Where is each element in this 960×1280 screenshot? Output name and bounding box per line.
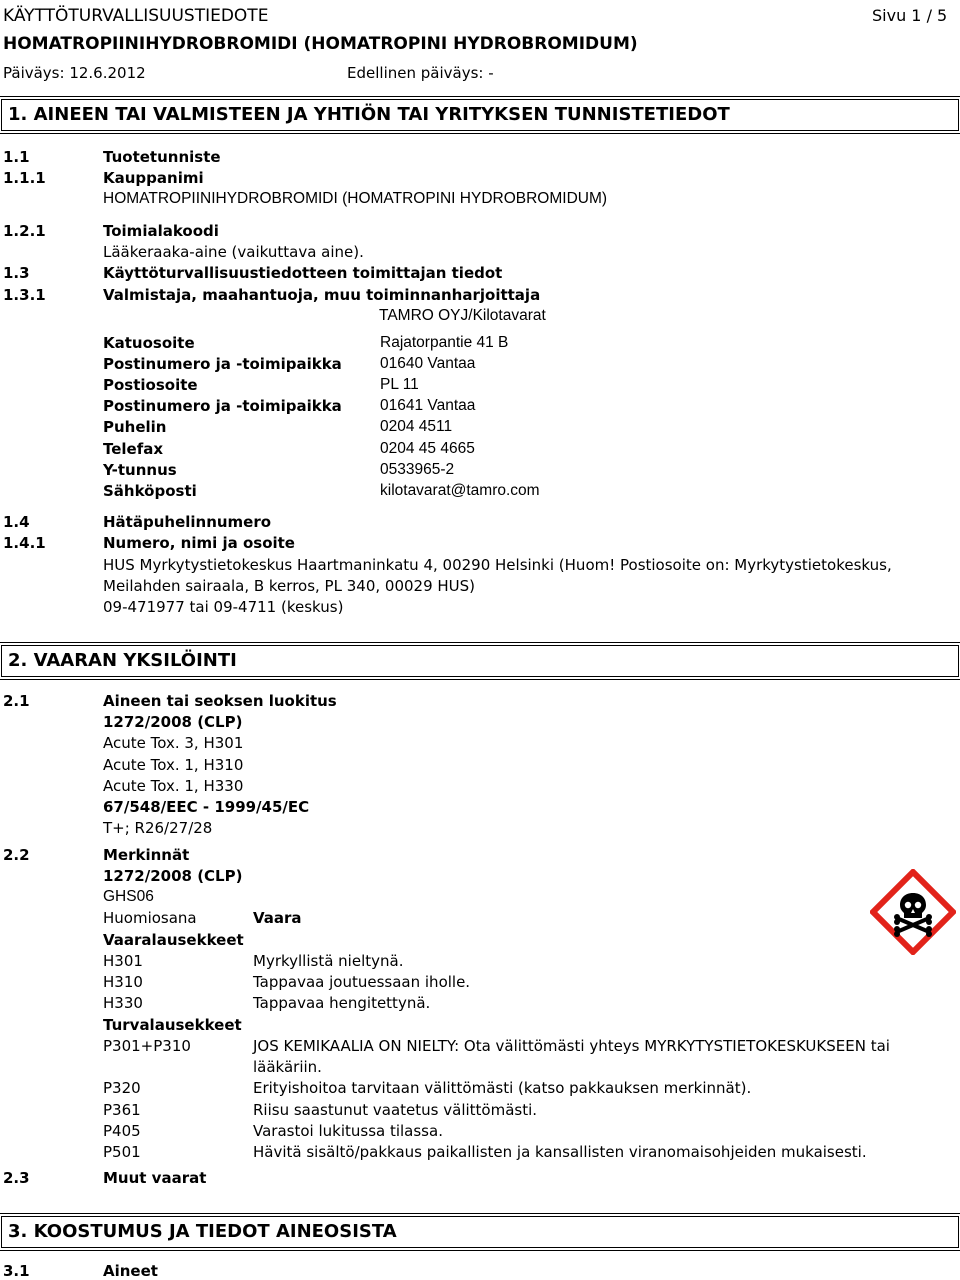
num-1-4-1: 1.4.1	[3, 534, 46, 552]
contact-label: Postinumero ja -toimipaikka	[103, 355, 342, 373]
label-labelling: Merkinnät	[103, 846, 190, 864]
hazard-statements-title: Vaaralausekkeet	[103, 931, 244, 949]
contact-label: Katuosoite	[103, 334, 195, 352]
contact-label: Sähköposti	[103, 482, 197, 500]
h-code: H310	[103, 973, 143, 991]
contact-label: Postiosoite	[103, 376, 198, 394]
eec-classification: T+; R26/27/28	[103, 819, 213, 837]
h-code: H301	[103, 952, 143, 970]
h-text: Tappavaa joutuessaan iholle.	[253, 973, 471, 991]
contact-label: Y-tunnus	[103, 461, 177, 479]
p-text-continued: lääkäriin.	[253, 1058, 322, 1076]
num-2-2: 2.2	[3, 846, 30, 864]
num-1-4: 1.4	[3, 513, 30, 531]
company-name: TAMRO OYJ/Kilotavarat	[379, 307, 546, 324]
contact-value: Rajatorpantie 41 B	[380, 334, 509, 351]
hazard-class: Acute Tox. 1, H330	[103, 777, 244, 795]
skull-and-crossbones-icon	[870, 869, 956, 955]
contact-label: Puhelin	[103, 418, 167, 436]
p-code: P320	[103, 1079, 141, 1097]
date: Päiväys: 12.6.2012	[3, 64, 146, 82]
label-supplier-info: Käyttöturvallisuustiedotteen toimittajan tiedot	[103, 264, 503, 282]
section-2-title: 2. VAARAN YKSILÖINTI	[8, 650, 237, 671]
previous-date: Edellinen päiväys: -	[347, 64, 494, 82]
section-3-title: 3. KOOSTUMUS JA TIEDOT AINEOSISTA	[8, 1221, 397, 1242]
contact-value: 0204 4511	[380, 418, 453, 435]
section-3-header	[0, 1213, 960, 1251]
label-substances: Aineet	[103, 1262, 158, 1280]
num-1-1: 1.1	[3, 148, 30, 166]
contact-label: Telefax	[103, 440, 164, 458]
hazard-class: Acute Tox. 1, H310	[103, 756, 244, 774]
label-toimialakoodi: Toimialakoodi	[103, 222, 219, 240]
num-1-3-1: 1.3.1	[3, 286, 46, 304]
emergency-line-3: 09-471977 tai 09-4711 (keskus)	[103, 598, 344, 616]
label-tuotetunniste: Tuotetunniste	[103, 148, 221, 166]
industry-code: Lääkeraaka-aine (vaikuttava aine).	[103, 243, 364, 261]
document-title: KÄYTTÖTURVALLISUUSTIEDOTE	[3, 6, 269, 26]
p-code: P361	[103, 1101, 141, 1119]
product-title: HOMATROPIINIHYDROBROMIDI (HOMATROPINI HYDROBROMIDUM)	[3, 34, 638, 54]
num-1-1-1: 1.1.1	[3, 169, 46, 187]
p-text: Hävitä sisältö/pakkaus paikallisten ja kansallisten viranomaisohjeiden mukaisesti.	[253, 1143, 867, 1161]
p-code: P501	[103, 1143, 141, 1161]
signal-word-label: Huomiosana	[103, 909, 197, 927]
contact-value: kilotavarat@tamro.com	[380, 482, 540, 499]
precautionary-statements-title: Turvalausekkeet	[103, 1016, 242, 1034]
page-number: Sivu 1 / 5	[872, 6, 948, 25]
section-2-header	[0, 642, 960, 680]
h-text: Tappavaa hengitettynä.	[253, 994, 431, 1012]
num-1-2-1: 1.2.1	[3, 222, 46, 240]
num-1-3: 1.3	[3, 264, 30, 282]
p-code: P301+P310	[103, 1037, 191, 1055]
emergency-line-2: Meilahden sairaala, B kerros, PL 340, 00029 HUS)	[103, 577, 476, 595]
label-number-name-address: Numero, nimi ja osoite	[103, 534, 295, 552]
label-other-hazards: Muut vaarat	[103, 1169, 207, 1187]
eec-regulation: 67/548/EEC - 1999/45/EC	[103, 798, 310, 816]
contact-value: 01641 Vantaa	[380, 397, 476, 414]
section-1-title: 1. AINEEN TAI VALMISTEEN JA YHTIÖN TAI YRITYKSEN TUNNISTETIEDOT	[8, 104, 730, 125]
p-text: Erityishoitoa tarvitaan välittömästi (katso pakkauksen merkinnät).	[253, 1079, 752, 1097]
emergency-line-1: HUS Myrkytystietokeskus Haartmaninkatu 4, 00290 Helsinki (Huom! Postiosoite on: Myrkytystietokeskus,	[103, 556, 892, 574]
contact-value: PL 11	[380, 376, 419, 393]
p-text: JOS KEMIKAALIA ON NIELTY: Ota välittömästi yhteys MYRKYTYSTIETOKESKUKSEEN tai	[253, 1037, 890, 1055]
contact-value: 0533965-2	[380, 461, 455, 478]
clp-regulation-2: 1272/2008 (CLP)	[103, 867, 243, 885]
contact-label: Postinumero ja -toimipaikka	[103, 397, 342, 415]
h-text: Myrkyllistä nieltynä.	[253, 952, 404, 970]
hazard-class: Acute Tox. 3, H301	[103, 734, 244, 752]
label-manufacturer: Valmistaja, maahantuoja, muu toiminnanharjoittaja	[103, 286, 541, 304]
signal-word: Vaara	[253, 909, 302, 927]
label-kauppanimi: Kauppanimi	[103, 169, 204, 187]
p-text: Varastoi lukitussa tilassa.	[253, 1122, 443, 1140]
num-3-1: 3.1	[3, 1262, 30, 1280]
label-emergency-number: Hätäpuhelinnumero	[103, 513, 272, 531]
section-1-header	[0, 96, 960, 134]
contact-value: 01640 Vantaa	[380, 355, 476, 372]
p-code: P405	[103, 1122, 141, 1140]
ghs-code: GHS06	[103, 888, 154, 905]
label-classification: Aineen tai seoksen luokitus	[103, 692, 337, 710]
clp-regulation: 1272/2008 (CLP)	[103, 713, 243, 731]
h-code: H330	[103, 994, 143, 1012]
num-2-1: 2.1	[3, 692, 30, 710]
contact-value: 0204 45 4665	[380, 440, 475, 457]
p-text: Riisu saastunut vaatetus välittömästi.	[253, 1101, 538, 1119]
num-2-3: 2.3	[3, 1169, 30, 1187]
trade-name: HOMATROPIINIHYDROBROMIDI (HOMATROPINI HYDROBROMIDUM)	[103, 190, 608, 207]
